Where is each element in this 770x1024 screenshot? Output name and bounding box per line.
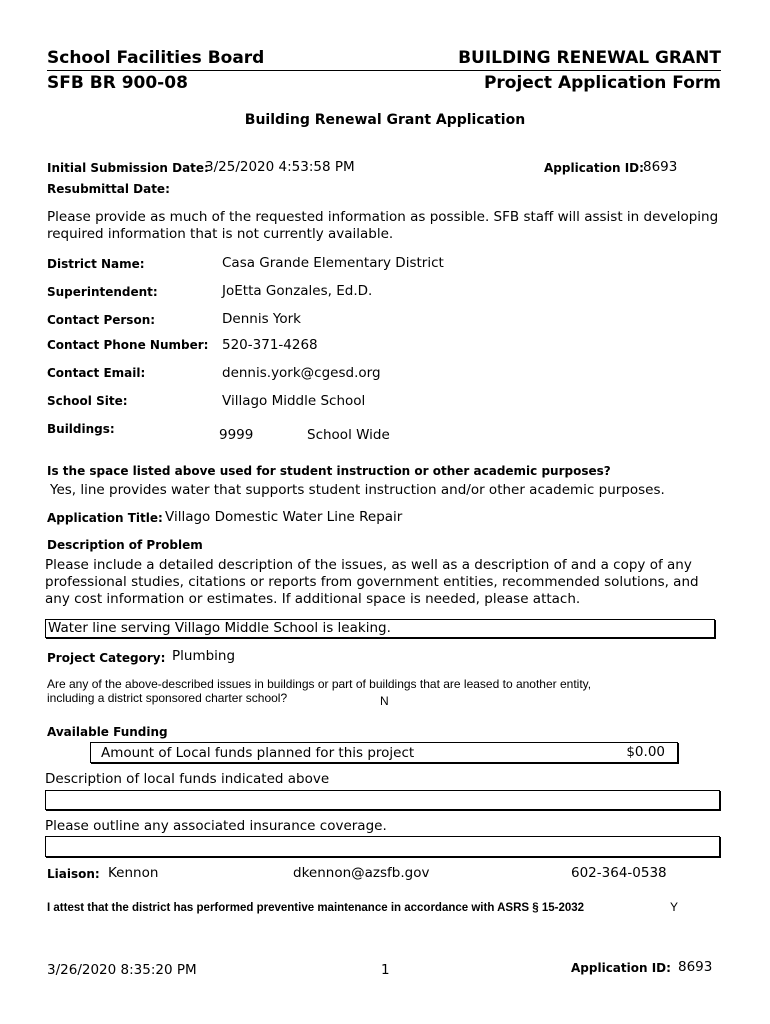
footer-application-id-label: Application ID: [571,961,671,975]
local-funds-value: $0.00 [626,744,665,760]
local-funds-label: Amount of Local funds planned for this project [101,745,415,761]
insurance-label: Please outline any associated insurance coverage. [45,818,387,834]
superintendent-label: Superintendent: [47,285,158,299]
liaison-email: dkennon@azsfb.gov [293,865,430,881]
contact-person-value: Dennis York [222,311,301,327]
building-name: School Wide [307,427,390,443]
district-value: Casa Grande Elementary District [222,255,444,271]
initial-submission-label: Initial Submission Date: [47,161,209,175]
contact-email-label: Contact Email: [47,366,146,380]
attest-text: I attest that the district has performed preventive maintenance in accordance with ASRS § 15-2032 [47,902,585,914]
academic-answer: Yes, line provides water that supports student instruction and/or other academic purposes. [50,482,665,498]
local-funds-description-label: Description of local funds indicated above [45,771,330,787]
school-site-value: Villago Middle School [222,393,366,409]
liaison-phone: 602-364-0538 [571,865,667,881]
page-number: 1 [381,962,390,978]
header-divider [47,70,721,71]
footer-application-id-value: 8693 [678,959,713,975]
application-title-label: Application Title: [47,511,163,525]
problem-instructions: Please include a detailed description of the issues, as well as a description of and a copy of any professional studies, citations or reports from government entities, recommended solutions, and any cost information or estimates. If additional space is needed, please attach. [45,557,699,607]
lease-question: Are any of the above-described issues in buildings or part of buildings that are leased to another entity, including a district sponsored charter school? [47,677,592,705]
intro-text: Please provide as much of the requested information as possible. SFB staff will assist in developing required information that is not currently available. [47,209,719,242]
contact-person-label: Contact Person: [47,313,156,327]
application-title-value: Villago Domestic Water Line Repair [165,509,403,525]
building-number: 9999 [219,427,254,443]
district-label: District Name: [47,257,145,271]
org-name: School Facilities Board [47,48,265,68]
problem-description: Water line serving Villago Middle School is leaking. [48,620,391,636]
funding-heading: Available Funding [47,725,168,739]
insurance-box [45,836,720,857]
application-id-label: Application ID: [544,161,644,175]
contact-phone-label: Contact Phone Number: [47,338,209,352]
contact-email-value: dennis.york@cgesd.org [222,365,381,381]
local-funds-box [90,742,678,763]
liaison-label: Liaison: [47,867,100,881]
problem-heading: Description of Problem [47,538,203,552]
academic-question: Is the space listed above used for student instruction or other academic purposes? [47,464,611,478]
grant-title: BUILDING RENEWAL GRANT [458,48,721,68]
problem-description-box [45,619,715,638]
application-id-value: 8693 [643,159,678,175]
form-title: Project Application Form [483,73,721,93]
form-code: SFB BR 900-08 [47,73,188,93]
lease-answer: N [380,694,389,708]
initial-submission-value: 3/25/2020 4:53:58 PM [205,159,355,175]
contact-phone-value: 520-371-4268 [222,337,318,353]
attest-answer: Y [670,900,679,914]
page-title: Building Renewal Grant Application [244,112,526,128]
local-funds-description-box [45,790,720,810]
resubmittal-label: Resubmittal Date: [47,182,170,196]
project-category-label: Project Category: [47,651,166,665]
buildings-label: Buildings: [47,422,115,436]
liaison-name: Kennon [108,865,159,881]
school-site-label: School Site: [47,394,128,408]
project-category-value: Plumbing [172,648,236,664]
footer-timestamp: 3/26/2020 8:35:20 PM [47,962,197,978]
superintendent-value: JoEtta Gonzales, Ed.D. [222,283,373,299]
